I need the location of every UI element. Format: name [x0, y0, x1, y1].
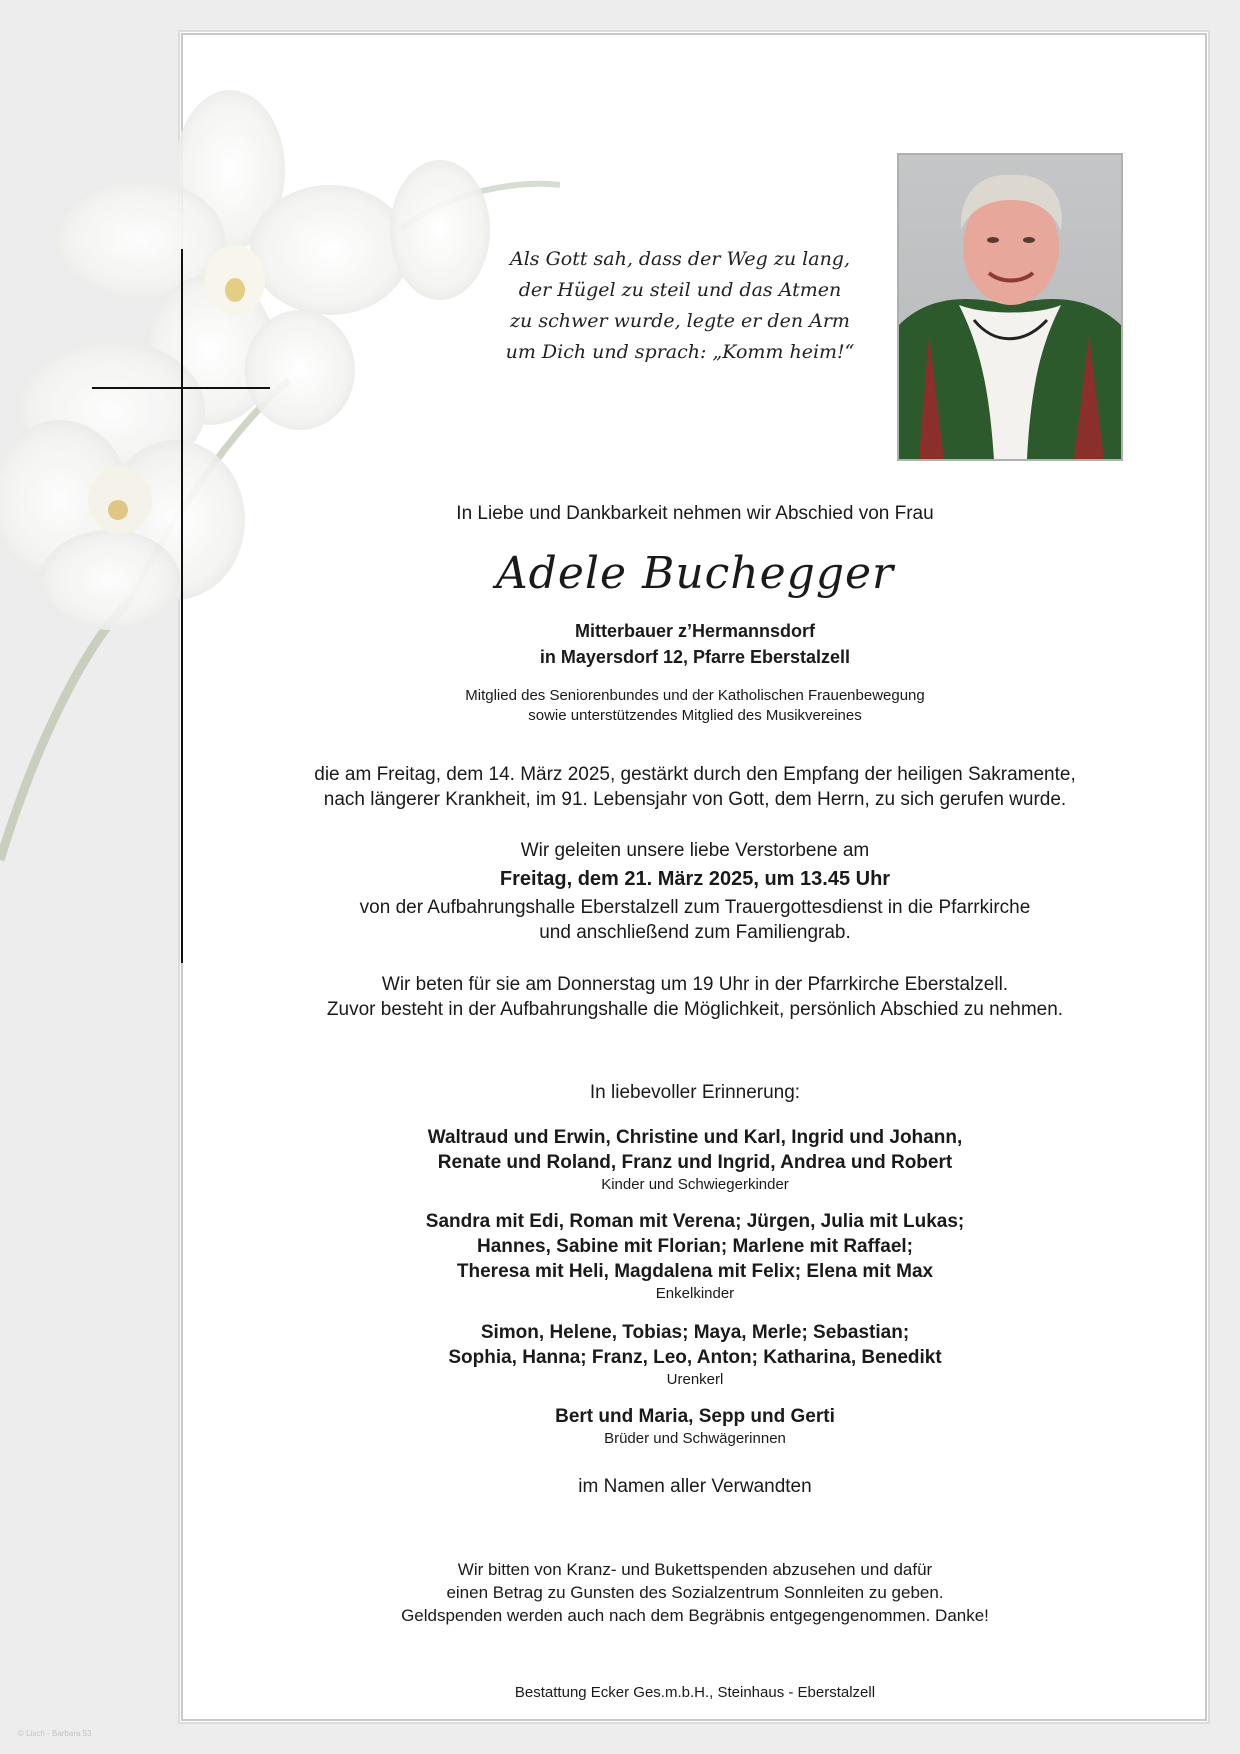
funeral-home: Bestattung Ecker Ges.m.b.H., Steinhaus - Eberstalzell	[514, 1684, 876, 1701]
mourner-relation: Urenkerl	[666, 1371, 724, 1388]
escort-date: Freitag, dem 21. März 2025, um 13.45 Uhr	[499, 868, 891, 890]
mourner-group-grandchildren	[230, 1209, 1160, 1317]
death-line: die am Freitag, dem 14. März 2025, gestärkt durch den Empfang der heiligen Sakramente,	[314, 764, 1076, 785]
donation-line: Wir bitten von Kranz- und Bukettspenden abzusehen und dafür	[457, 1560, 933, 1579]
portrait-icon	[899, 155, 1121, 459]
quote-line: der Hügel zu steil und das Atmen	[518, 279, 842, 301]
mourner-line: Bert und Maria, Sepp und Gerti	[555, 1406, 835, 1427]
subtitle-line: Mitterbauer z’Hermannsdorf	[574, 621, 816, 641]
mourner-line: Waltraud und Erwin, Christine und Karl, Ingrid und Johann,	[427, 1127, 963, 1148]
quote-line: um Dich und sprach: „Komm heim!“	[505, 341, 855, 363]
cross-horizontal	[92, 387, 270, 389]
escort-text	[230, 838, 1160, 945]
mourner-relation: Kinder und Schwiegerkinder	[601, 1176, 789, 1193]
intro-text: In Liebe und Dankbarkeit nehmen wir Abschied von Frau	[456, 503, 934, 524]
prayer-line: Zuvor besteht in der Aufbahrungshalle die Möglichkeit, persönlich Abschied zu nehmen.	[326, 999, 1064, 1020]
escort-intro: Wir geleiten unsere liebe Verstorbene am	[520, 840, 870, 861]
death-text	[230, 762, 1160, 812]
deceased-name: Adele Buchegger	[495, 548, 895, 599]
mourner-relation: Enkelkinder	[655, 1285, 735, 1302]
donation-line: Geldspenden werden auch nach dem Begräbnis entgegengenommen. Danke!	[401, 1606, 989, 1625]
prayer-text	[230, 972, 1160, 1022]
mourner-line: Sandra mit Edi, Roman mit Verena; Jürgen, Julia mit Lukas;	[425, 1211, 965, 1232]
cross-vertical	[181, 249, 183, 963]
prayer-line: Wir beten für sie am Donnerstag um 19 Uhr in der Pfarrkirche Eberstalzell.	[381, 974, 1009, 995]
mourners-heading: In liebevoller Erinnerung:	[589, 1082, 801, 1103]
membership-line: Mitglied des Seniorenbundes und der Katholischen Frauenbewegung	[465, 687, 925, 704]
mourner-group-children	[230, 1125, 1160, 1208]
portrait-photo	[897, 153, 1123, 461]
mourner-line: Sophia, Hanna; Franz, Leo, Anton; Katharina, Benedikt	[448, 1347, 942, 1368]
mourner-line: Theresa mit Heli, Magdalena mit Felix; Elena mit Max	[456, 1261, 934, 1282]
mourner-line: Simon, Helene, Tobias; Maya, Merle; Sebastian;	[480, 1322, 910, 1343]
escort-line: und anschließend zum Familiengrab.	[539, 922, 851, 943]
escort-line: von der Aufbahrungshalle Eberstalzell zum Trauergottesdienst in die Pfarrkirche	[359, 897, 1031, 918]
photo-credit-watermark: © Lisch - Barbara 53	[18, 1729, 92, 1738]
quote-line: zu schwer wurde, legte er den Arm	[510, 310, 850, 332]
mourner-group-great-grandchildren	[230, 1320, 1160, 1403]
mourners-closing: im Namen aller Verwandten	[578, 1476, 812, 1497]
deceased-subtitle	[230, 618, 1160, 670]
poem-quote	[480, 244, 880, 368]
membership-line: sowie unterstützendes Mitglied des Musikvereines	[528, 707, 862, 724]
mourner-group-siblings	[230, 1404, 1160, 1462]
quote-line: Als Gott sah, dass der Weg zu lang,	[509, 248, 851, 270]
subtitle-line: in Mayersdorf 12, Pfarre Eberstalzell	[539, 647, 851, 667]
donation-line: einen Betrag zu Gunsten des Sozialzentrum Sonnleiten zu geben.	[446, 1583, 944, 1602]
mourner-line: Hannes, Sabine mit Florian; Marlene mit Raffael;	[476, 1236, 914, 1257]
mourner-line: Renate und Roland, Franz und Ingrid, Andrea und Robert	[437, 1152, 953, 1173]
membership-text	[230, 686, 1160, 726]
death-line: nach längerer Krankheit, im 91. Lebensjahr von Gott, dem Herrn, zu sich gerufen wurde.	[323, 789, 1067, 810]
donation-request	[230, 1558, 1160, 1627]
mourner-relation: Brüder und Schwägerinnen	[604, 1430, 786, 1447]
